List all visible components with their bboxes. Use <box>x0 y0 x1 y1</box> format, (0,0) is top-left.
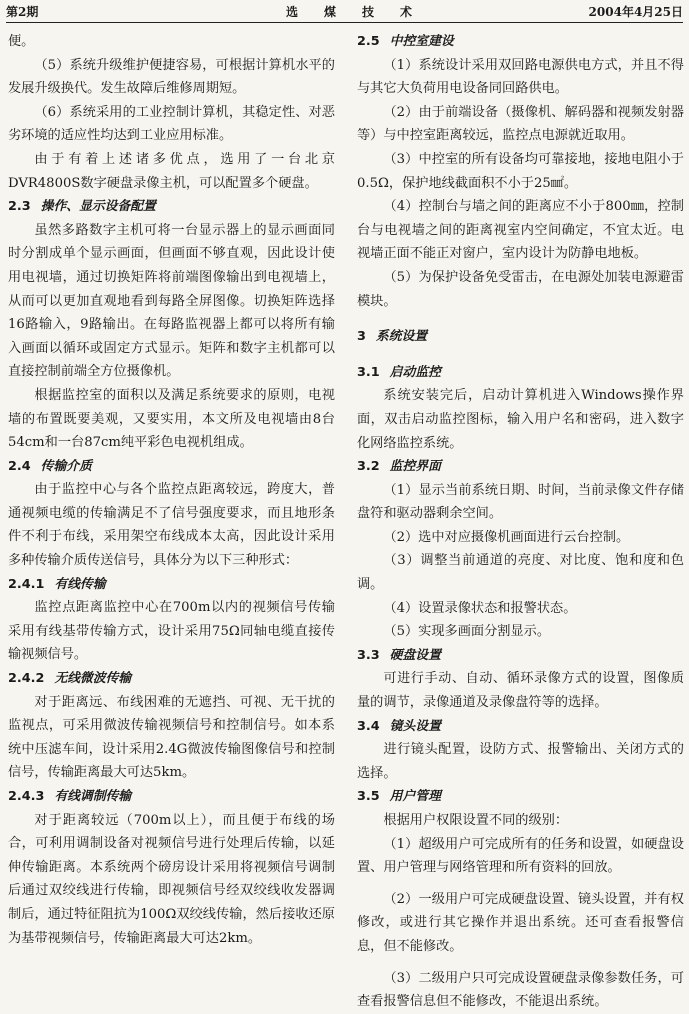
heading-title: 操作、显示设备配置 <box>40 199 156 215</box>
heading-title: 启动监控 <box>389 364 441 380</box>
heading-title: 传输介质 <box>40 458 92 474</box>
subsection-heading <box>8 573 335 597</box>
body-paragraph: （1）系统设计采用双回路电源供电方式，并且不得与其它大负荷用电设备同回路供电。 <box>357 57 684 97</box>
heading-title: 无线微波传输 <box>54 671 132 687</box>
body-paragraph: 系统安装完后，启动计算机进入Windows操作界面，双击启动监控图标，输入用户名和密码，进入数字化网络监控系统。 <box>357 388 684 451</box>
body-paragraph: （3）二级用户只可完成设置硬盘录像参数任务，可查看报警信息但不能修改，不能退出系统。 <box>357 970 684 1010</box>
heading-number: 2.4.3 <box>8 789 45 804</box>
body-paragraph: （5）系统升级维护便捷容易，可根据计算机水平的发展升级换代。发生故障后维修周期短。 <box>8 57 335 97</box>
body-paragraph: （2）选中对应摄像机画面进行云台控制。 <box>383 529 630 545</box>
body-paragraph: 根据用户权限设置不同的级别： <box>383 813 569 828</box>
heading-number: 2.4.1 <box>8 576 45 592</box>
heading-number: 3.1 <box>357 364 380 380</box>
heading-number: 2.4 <box>8 458 31 474</box>
body-paragraph: 虽然多路数字主机可将一台显示器上的显示画面同时分割成单个显示画面，但画面不够直观，因此设计使用电视墙，通过切换矩阵将前端图像输出到电视墙上，从而可以更加直观地看到每路全屏图像。切换矩阵选择16路输入，9路输出。在每路监视器上都可以将所有输入画面以循环或固定方式显示。矩阵和数字主机都可以直接控制前端全方位摄像机。 <box>8 222 335 380</box>
subsection-heading <box>357 785 684 809</box>
subsection-heading <box>8 785 335 809</box>
heading-number: 2.4.2 <box>8 671 45 687</box>
body-paragraph: （1）显示当前系统日期、时间，当前录像文件存储盘符和驱动器剩余空间。 <box>357 482 684 522</box>
body-paragraph: （4）控制台与墙之间的距离应不小于800㎜，控制台与电视墙之间的距离视室内空间确定，不宜太近。电视墙正面不能正对窗户，室内设计为防静电地板。 <box>357 199 684 262</box>
heading-number: 3.5 <box>357 789 380 805</box>
body-paragraph: 对于距离远、布线困难的无遮挡、可视、无干扰的监视点，可采用微波传输视频信号和控制信号。如本系统中压滤车间，设计采用2.4G微波传输图像信号和控制信号，传输距离最大可达5km。 <box>8 694 335 781</box>
heading-title: 镜头设置 <box>389 718 441 734</box>
paragraph-gap <box>357 959 684 967</box>
body-paragraph: （3）调整当前通道的亮度、对比度、饱和度和色调。 <box>357 553 684 593</box>
issue-number: 第2期 <box>6 5 39 19</box>
section-heading <box>357 325 684 349</box>
subsection-heading <box>357 715 684 739</box>
body-paragraph: 根据监控室的面积以及满足系统要求的原则，电视墙的布置既要美观，又要实用，本文所及电视墙由8台54cm和一台87cm纯平彩色电视机组成。 <box>8 387 335 451</box>
body-paragraph: 监控点距离监控中心在700m以内的视频信号传输采用有线基带传输方式，设计采用75Ω同轴电缆直接传输视频信号。 <box>8 600 335 663</box>
body-paragraph: （5）为保护设备免受雷击，在电源处加装电源避雷模块。 <box>357 269 684 309</box>
subsection-heading <box>8 667 335 691</box>
heading-title: 中控室建设 <box>389 34 454 49</box>
body-paragraph: 进行镜头配置，设防方式、报警输出、关闭方式的选择。 <box>357 742 684 781</box>
body-paragraph: （4）设置录像状态和报警状态。 <box>383 600 577 616</box>
subsection-heading <box>357 644 684 668</box>
subsection-heading <box>357 361 684 385</box>
heading-number: 3.2 <box>357 459 380 475</box>
heading-number: 2.3 <box>8 199 31 215</box>
body-paragraph: 便。 <box>8 34 35 49</box>
body-paragraph: （3）中控室的所有设备均可靠接地，接地电阻小于0.5Ω，保护地线截面积不小于25㎟。 <box>357 151 684 191</box>
paragraph-gap <box>357 880 684 888</box>
heading-title: 有线传输 <box>54 576 106 592</box>
subsection-heading <box>357 30 684 54</box>
body-paragraph: 对于距离较远（700m以上），而且便于布线的场合，可利用调制设备对视频信号进行处理后传输，以延伸传输距离。本系统两个磅房设计采用将视频信号调制后通过双绞线进行传输，即视频信号经双绞线收发器调制后，通过特征阻抗为100Ω双绞线传输，然后接收还原为基带视频信号，传输距离最大可达2km。 <box>8 812 335 946</box>
body-paragraph: 可进行手动、自动、循环录像方式的设置，图像质量的调节，录像通道及录像盘符等的选择。 <box>357 671 684 711</box>
heading-number: 2.5 <box>357 34 380 49</box>
issue-date: 2004年4月25日 <box>588 5 683 19</box>
body-paragraph: （5）实现多画面分割显示。 <box>383 624 551 640</box>
left-column <box>8 30 335 950</box>
heading-number: 3.3 <box>357 647 380 663</box>
body-paragraph: 由于监控中心与各个监控点距离较远，跨度大，普通视频电缆的传输满足不了信号强度要求，而且地形条件不利于布线，采用架空布线成本太高，因此设计采用多种传输介质传送信号，具体分为以下三种形式： <box>8 482 335 569</box>
heading-title: 硬盘设置 <box>389 647 441 663</box>
subsection-heading <box>8 195 335 219</box>
heading-title: 有线调制传输 <box>54 789 132 804</box>
heading-title: 用户管理 <box>389 789 441 805</box>
heading-title: 系统设置 <box>375 329 428 345</box>
body-paragraph: （6）系统采用的工业控制计算机，其稳定性、对恶劣环境的适应性均达到工业应用标准。 <box>8 104 335 144</box>
heading-number: 3.4 <box>357 718 380 734</box>
heading-title: 监控界面 <box>389 459 441 475</box>
body-paragraph: （2）一级用户可完成硬盘设置、镜头设置，并有权修改，或进行其它操作并退出系统。还可查看报警信息，但不能修改。 <box>357 891 684 954</box>
subsection-heading <box>357 455 684 479</box>
journal-name: 选煤技术 <box>286 5 439 19</box>
body-paragraph: 由于有着上述诸多优点，选用了一台北京DVR4800S数字硬盘录像主机，可以配置多个硬盘。 <box>8 151 335 191</box>
running-header <box>6 0 683 23</box>
body-paragraph: （2）由于前端设备（摄像机、解码器和视频发射器等）与中控室距离较远，监控点电源就近取用。 <box>357 104 684 144</box>
subsection-heading <box>8 455 335 479</box>
body-paragraph: （1）超级用户可完成所有的任务和设置，如硬盘设置、用户管理与网络管理和所有资料的回放。 <box>357 836 684 876</box>
heading-number: 3 <box>357 329 366 345</box>
right-column <box>357 30 684 1014</box>
